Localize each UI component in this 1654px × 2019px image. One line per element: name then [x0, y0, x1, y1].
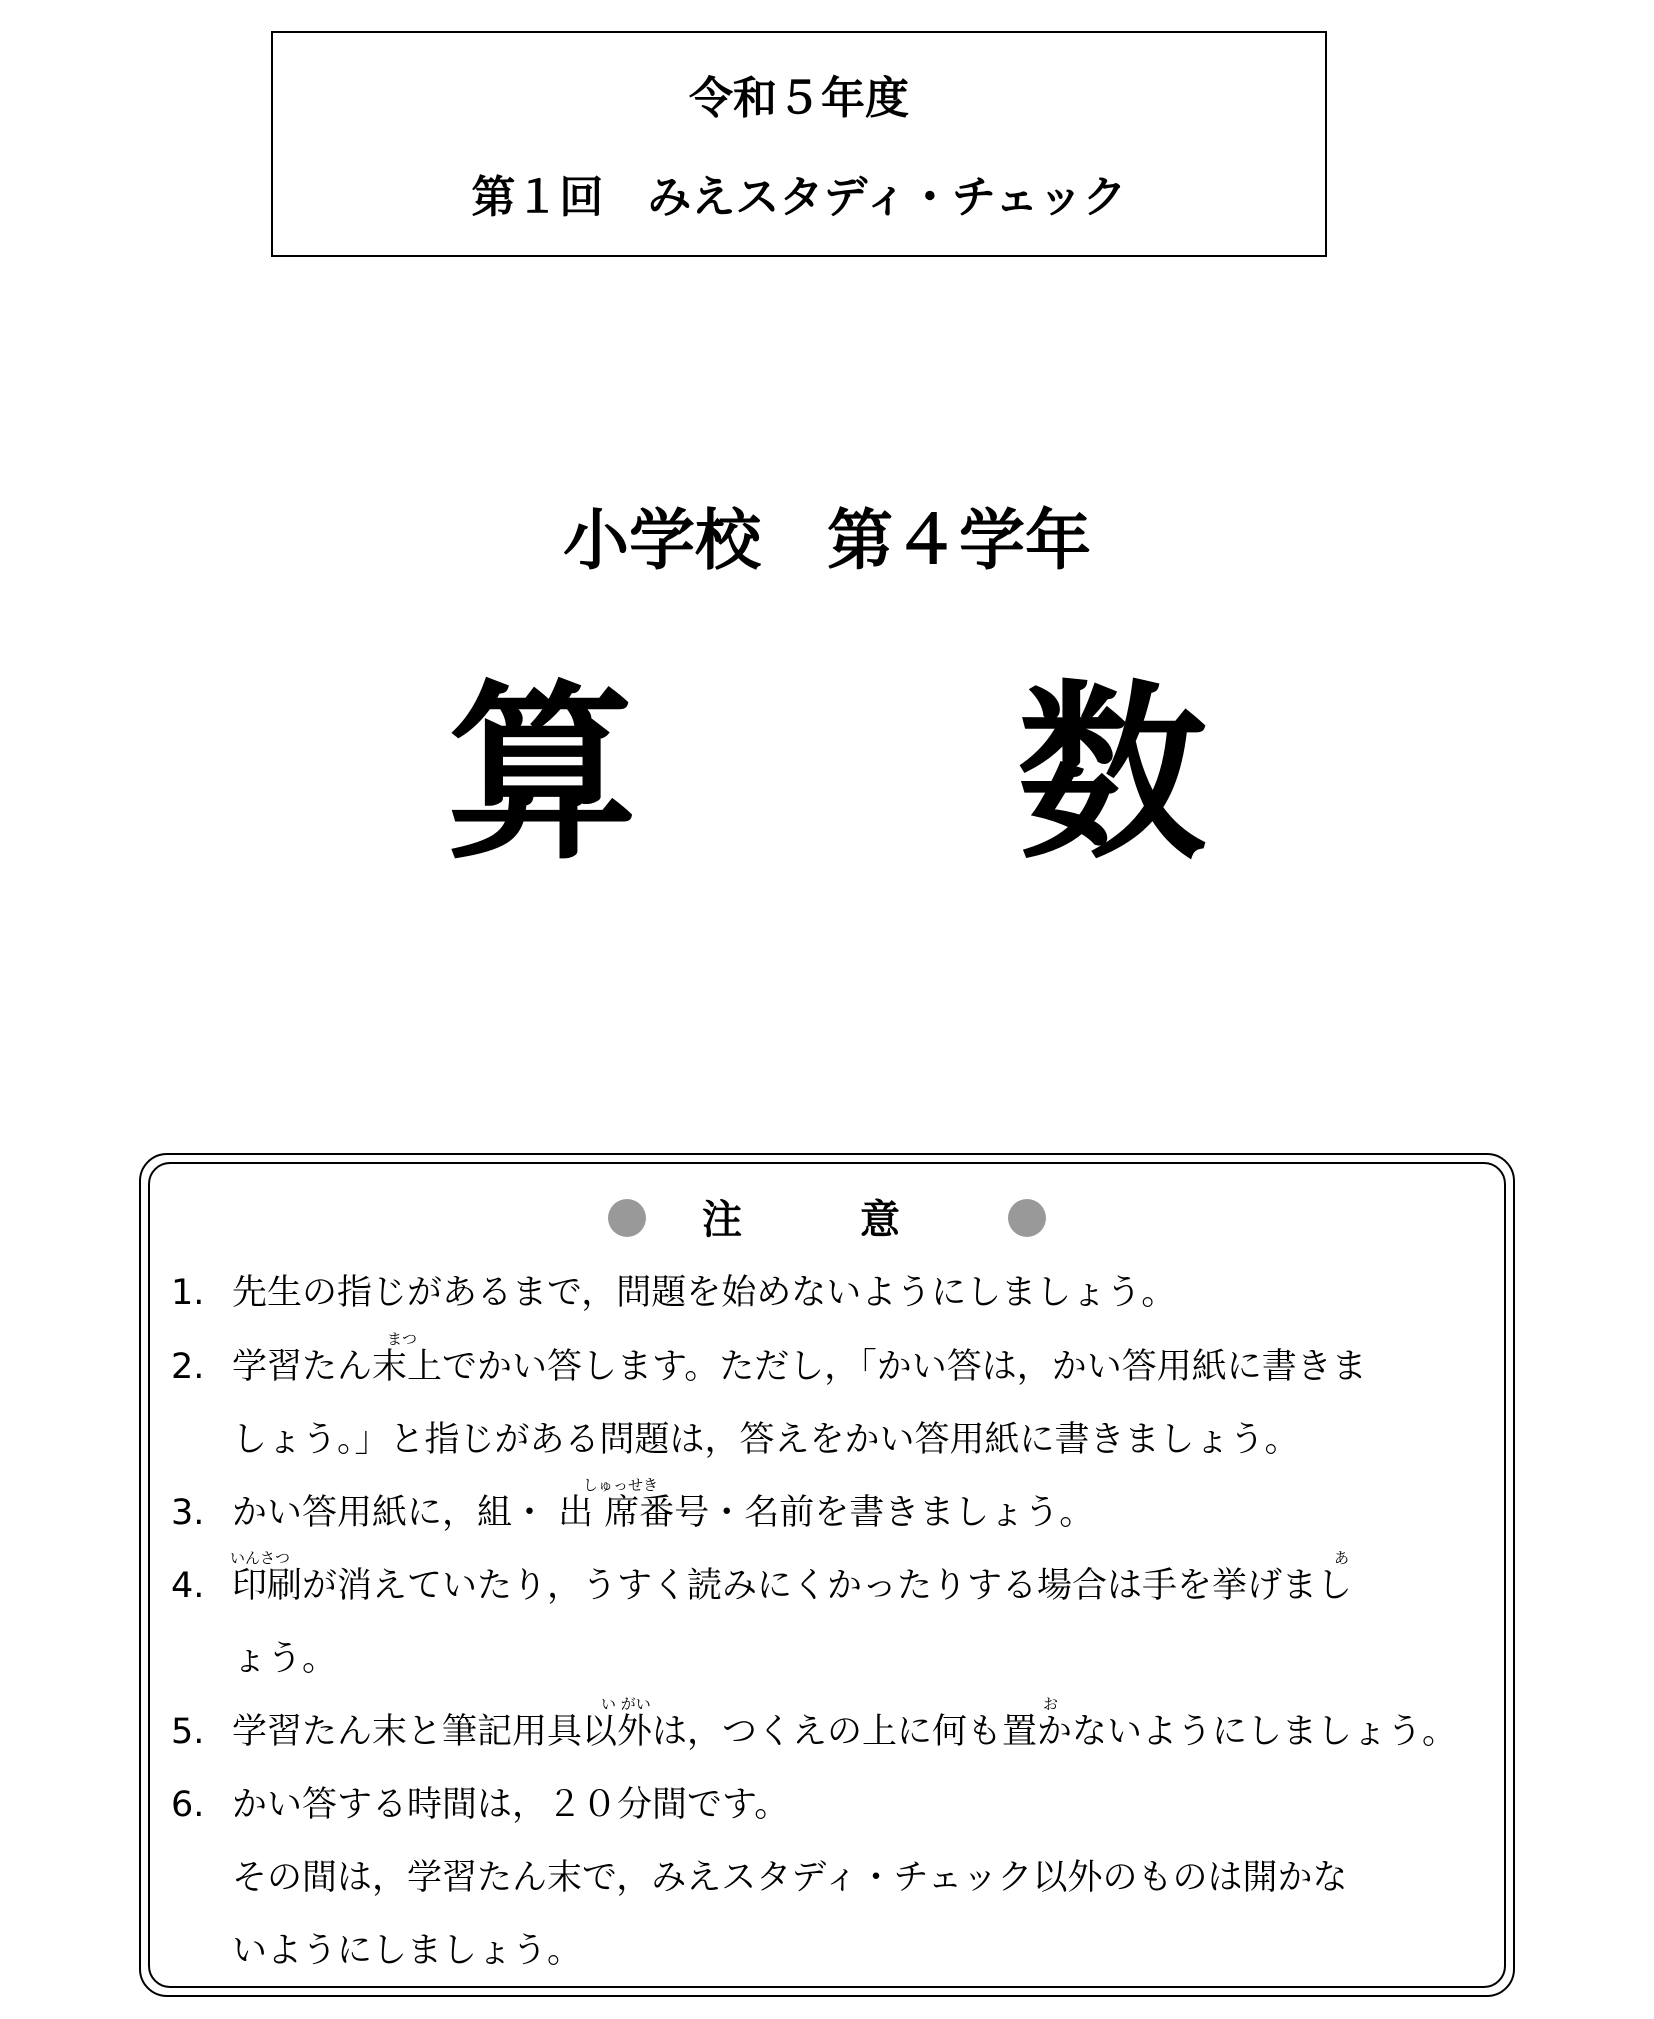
notice-item-2-continued: しょう。」と指じがある問題は，答えをかい答用紙に書きましょう。 [232, 1420, 1300, 1460]
notice-item-2 [171, 1347, 1367, 1387]
notice-heading [0, 1196, 1654, 1244]
bullet-dot-left [608, 1199, 646, 1237]
furigana-matsu: まつ [387, 1330, 418, 1348]
item-text: かい答用紙に，組・ 出 席番号・名前を書きましょう。 [232, 1493, 1095, 1533]
furigana-a: あ [1334, 1549, 1350, 1567]
title-box [271, 31, 1327, 257]
item-text: 学習たん末上でかい答します。ただし，「かい答は，かい答用紙に書きま [232, 1347, 1367, 1387]
item-number: 1. [171, 1273, 205, 1313]
item-number: 5. [171, 1712, 205, 1752]
furigana-insatsu: いんさつ [230, 1549, 291, 1567]
notice-heading-text: 注 意 [702, 1197, 952, 1243]
furigana-o: お [1043, 1695, 1059, 1713]
item-text: 学習たん末と筆記用具以外は，つくえの上に何も置かないようにしましょう。 [232, 1712, 1458, 1752]
bullet-dot-right [1008, 1199, 1046, 1237]
item-text: かい答する時間は，２０分間です。 [232, 1785, 790, 1825]
notice-item-4 [171, 1566, 1353, 1606]
notice-item-1 [171, 1273, 1177, 1313]
exam-year: 令和５年度 [689, 73, 909, 124]
notice-item-6 [171, 1785, 790, 1825]
notice-item-3 [171, 1493, 1095, 1533]
notice-item-6-line-2: その間は，学習たん末で，みえスタディ・チェック以外のものは開かな [232, 1858, 1348, 1898]
item-text: 先生の指じがあるまで，問題を始めないようにしましょう。 [232, 1273, 1177, 1313]
notice-item-5 [171, 1712, 1458, 1752]
exam-name: 第１回 みえスタディ・チェック [471, 172, 1127, 223]
grade-label: 小学校 第４学年 [563, 502, 1091, 579]
furigana-shusseki: しゅっせき [583, 1476, 659, 1494]
item-number: 4. [171, 1566, 205, 1606]
item-text: 印刷が消えていたり，うすく読みにくかったりする場合は手を挙げまし [232, 1566, 1353, 1606]
notice-item-4-continued: ょう。 [232, 1639, 338, 1679]
item-number: 6. [171, 1785, 205, 1825]
item-number: 3. [171, 1493, 205, 1533]
notice-item-6-line-3: いようにしましょう。 [232, 1931, 583, 1971]
item-number: 2. [171, 1347, 205, 1387]
subject-title: 算 数 [446, 664, 1207, 885]
furigana-igai: い がい [601, 1695, 651, 1713]
